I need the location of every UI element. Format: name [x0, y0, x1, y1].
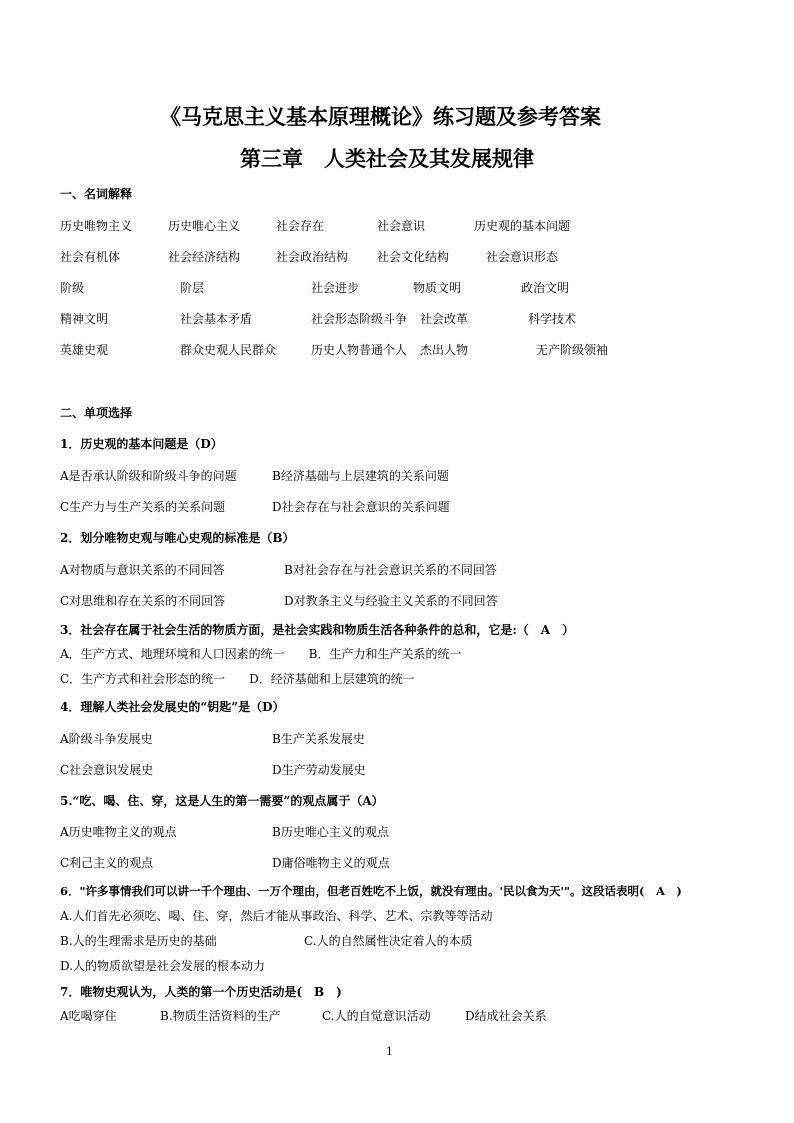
- q4-option-d: D生产劳动发展史: [272, 763, 366, 777]
- term-item: 历史观的基本问题: [474, 219, 571, 233]
- q7-option-d: D结成社会关系: [465, 1009, 547, 1023]
- document-title: 《马克思主义基本原理概论》练习题及参考答案: [160, 104, 601, 129]
- term-item: 社会意识: [377, 219, 426, 233]
- section1-heading: 一、名词解释: [60, 187, 133, 201]
- q2-option-c: C对思维和存在关系的不同回答: [60, 594, 226, 608]
- question-7: 7．唯物史观认为，人类的第一个历史活动是( B ): [60, 985, 342, 999]
- term-item: 科学技术: [528, 312, 577, 326]
- q1-option-d: D社会存在与社会意识的关系问题: [272, 500, 450, 514]
- question-1: 1．历史观的基本问题是（D）: [60, 437, 223, 451]
- term-item: 社会意识形态: [486, 250, 559, 264]
- term-item: 无产阶级领袖: [536, 343, 609, 357]
- question-4: 4．理解人类社会发展史的“钥匙”是（D）: [60, 700, 285, 714]
- term-item: 社会进步: [311, 281, 360, 295]
- term-item: 社会文化结构: [377, 250, 450, 264]
- term-item: 社会存在: [276, 219, 325, 233]
- q7-option-a: A吃喝穿住: [60, 1009, 117, 1023]
- q6-option-b: B.人的生理需求是历史的基础: [60, 934, 217, 948]
- question-3: 3．社会存在属于社会生活的物质方面，是社会实践和物质生活各种条件的总和，它是:（ A ）: [60, 623, 575, 637]
- term-item: 社会基本矛盾: [180, 312, 253, 326]
- q1-option-a: A是否承认阶级和阶级斗争的问题: [60, 469, 237, 483]
- chapter-title: 第三章 人类社会及其发展规律: [240, 146, 534, 171]
- question-2: 2．划分唯物史观与唯心史观的标准是（B）: [60, 531, 295, 545]
- term-item: 历史唯心主义: [168, 219, 241, 233]
- q5-option-c: C利己主义的观点: [60, 856, 154, 870]
- page-number: 1: [386, 1045, 393, 1058]
- term-item: 历史人物普通个人: [311, 343, 408, 357]
- q2-option-a: A对物质与意识关系的不同回答: [60, 563, 225, 577]
- term-item: 社会改革: [420, 312, 469, 326]
- term-item: 阶层: [180, 281, 205, 295]
- q7-option-c: C.人的自觉意识活动: [322, 1009, 431, 1023]
- q4-option-b: B生产关系发展史: [272, 732, 365, 746]
- term-item: 社会有机体: [60, 250, 121, 264]
- term-item: 历史唯物主义: [60, 219, 133, 233]
- q2-option-d: D对教条主义与经验主义关系的不同回答: [284, 594, 498, 608]
- q1-option-b: B经济基础与上层建筑的关系问题: [272, 469, 449, 483]
- q6-option-d: D.人的物质欲望是社会发展的根本动力: [60, 959, 266, 973]
- question-5: 5.“吃、喝、住、穿，这是人生的第一需要”的观点属于（A）: [60, 794, 384, 808]
- q3-options-line-1: A．生产方式、地理环境和人口因素的统一 B．生产力和生产关系的统一: [60, 647, 462, 661]
- q2-option-b: B对社会存在与社会意识关系的不同回答: [284, 563, 497, 577]
- q3-options-line-2: C．生产方式和社会形态的统一 D．经济基础和上层建筑的统一: [60, 672, 415, 686]
- q5-option-b: B历史唯心主义的观点: [272, 825, 389, 839]
- term-item: 杰出人物: [420, 343, 469, 357]
- term-item: 社会政治结构: [276, 250, 349, 264]
- term-item: 群众史观人民群众: [180, 343, 277, 357]
- term-item: 物质文明: [413, 281, 462, 295]
- section2-heading: 二、单项选择: [60, 406, 133, 420]
- q5-option-d: D庸俗唯物主义的观点: [272, 856, 390, 870]
- q4-option-a: A阶级斗争发展史: [60, 732, 153, 746]
- q6-option-a: A.人们首先必须吃、喝、住、穿，然后才能从事政治、科学、艺术、宗教等等活动: [60, 909, 493, 923]
- question-6: 6．"许多事情我们可以讲一千个理由、一万个理由，但老百姓吃不上饭，就没有理由。'民以食为天'"。这段话表明( A ): [60, 884, 682, 898]
- term-item: 精神文明: [60, 312, 109, 326]
- term-item: 阶级: [60, 281, 85, 295]
- q1-option-c: C生产力与生产关系的关系问题: [60, 500, 226, 514]
- q7-option-b: B.物质生活资料的生产: [160, 1009, 281, 1023]
- term-item: 政治文明: [521, 281, 570, 295]
- term-item: 社会经济结构: [168, 250, 241, 264]
- term-item: 英雄史观: [60, 343, 109, 357]
- q6-option-c: C.人的自然属性决定着人的本质: [304, 934, 473, 948]
- q4-option-c: C社会意识发展史: [60, 763, 154, 777]
- q5-option-a: A历史唯物主义的观点: [60, 825, 177, 839]
- term-item: 社会形态阶级斗争: [311, 312, 408, 326]
